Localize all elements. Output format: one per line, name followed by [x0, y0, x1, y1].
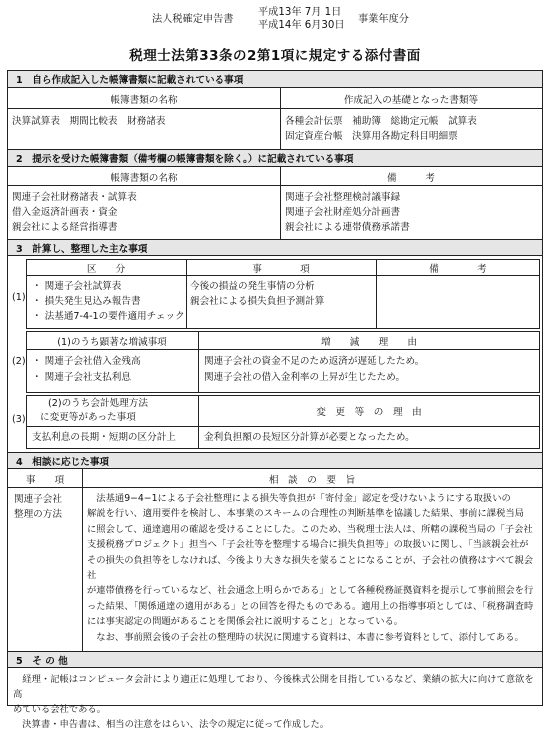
sec4-body-line-7: った結果、「関係通達の適用がある」との回答を得たものである。適用上の指導事項としては、「税務調査時 [87, 600, 534, 612]
form-header [0, 6, 550, 36]
sec3-jiko-line-1: 今後の損益の発生事情の分析 [190, 281, 315, 292]
sec3-kubun-line-2: ・ 損失発生見込み報告書 [32, 296, 141, 307]
section-3-heading: 3 計算し、整理した主な事項 [8, 239, 542, 256]
header-period [258, 6, 345, 32]
sec4-body-line-2: 解説を行い、適用要件を検討し、本事業のスキームの合理性の判断基準を協議した結果、事前に課税当局 [87, 508, 524, 520]
header-fiscal-label: 事業年度分 [358, 14, 409, 25]
sec3-row2-a-line-1: ・ 関連子会社借入金残高 [32, 356, 141, 367]
sec4-body-line-4: 支援税務プロジェクト」担当へ「子会社等を整理する場合に損失負担等」の取扱いに関し、「当該親会社が [87, 539, 529, 551]
divider [8, 185, 542, 186]
sec3-row2-label: (2) [12, 356, 26, 367]
sec2-right-line-1: 関連子会社整理検討議事録 [285, 192, 401, 203]
divider [8, 108, 542, 109]
sec4-body-line-1: 法基通9−4−1による子会社整理による損失等負担が「寄付金」認定を受けないようにする取扱いの [87, 493, 511, 504]
sec4-body [87, 491, 539, 645]
sec2-col-right-header: 備 考 [387, 173, 435, 184]
sec4-body-line-5: その損失の負担等をしなければ、今後より大きな損失を蒙ることになることが、子会社の債務はすべて親会社 [87, 554, 534, 582]
sec3-row2-col-b: 増 減 理 由 [321, 337, 417, 348]
divider [26, 349, 540, 350]
sec2-right-line-2: 関連子会社財産処分計画書 [285, 207, 401, 218]
divider [376, 259, 377, 329]
sec1-right-line-1: 各種会計伝票 補助簿 総勘定元帳 試算表 [285, 116, 477, 127]
sec5-body-line-3: 決算書・申告書は、相当の注意をはらい、法令の規定に従って作成した。 [13, 719, 330, 730]
section-2-heading: 2 提示を受けた帳簿書類（備考欄の帳簿書類を除く。）に記載されている事項 [8, 149, 542, 167]
sec3-row2-b-line-1: 関連子会社の資金不足のため返済が遅延したため。 [204, 356, 425, 367]
header-form-name: 法人税確定申告書 [152, 14, 234, 25]
sec3-kubun-line-1: ・ 関連子会社試算表 [32, 281, 122, 292]
form-frame [7, 70, 543, 730]
divider [198, 331, 199, 393]
divider [198, 395, 199, 449]
sec3-row2-b-line-2: 関連子会社の借入金利率の上昇が生じたため。 [204, 372, 406, 383]
sec2-right-line-3: 親会社による連帯債務承諾書 [285, 222, 410, 233]
sec1-col-left-header: 帳簿書類の名称 [110, 95, 178, 106]
sec1-right-line-2: 固定資産台帳 決算用各勘定科目明細票 [285, 131, 458, 142]
sec2-col-left-header: 帳簿書類の名称 [110, 173, 178, 184]
sec1-col-right-header: 作成記入の基礎となった書類等 [343, 95, 479, 106]
sec3-row3-col-a-line-2: に変更等があった事項 [40, 412, 136, 423]
sec3-kubun-line-3: ・ 法基通7-4-1の要件適用チェック [32, 311, 185, 322]
header-date-to: 平成14年 6月30日 [258, 20, 345, 31]
sec4-item-line-2: 整理の方法 [14, 509, 62, 520]
sec3-jiko-line-2: 親会社による損失負担予測計算 [190, 296, 325, 307]
sec5-body-line-2: めている会社である。 [13, 704, 106, 715]
section-5-heading: 5 そ の 他 [8, 651, 542, 668]
sec3-row2-a-line-2: ・ 関連子会社支払利息 [32, 372, 131, 383]
divider [26, 275, 540, 276]
sec4-body-line-8: には事実認定の問題があることを関係会社に説明すること」となっている。 [87, 616, 404, 628]
sec4-body-line-3: に照会して、通達適用の確認を受けることにした。このため、当税理士法人は、所轄の課税当局の「子会社 [87, 523, 533, 535]
header-date-from: 平成13年 7月 1日 [258, 7, 342, 18]
sec3-row3-a-value: 支払利息の長期・短期の区分計上 [32, 432, 176, 443]
sec5-body-line-1: 経理・記帳はコンピュータ会計により適正に処理しており、今後株式公開を目指しているなど、業績の拡大に向けて意欲を高 [13, 674, 534, 700]
sec1-left-line-1: 決算試算表 期間比較表 財務諸表 [12, 116, 166, 127]
sec4-body-line-6: が連帯債務を行っているなど、社会通念上明らかである」として各種税務証拠資料を提示して事前照会を行 [87, 585, 534, 597]
sec3-col-kubun: 区 分 [86, 264, 126, 275]
section-1-heading: 1 自ら作成記入した帳簿書類に記載されている事項 [8, 71, 542, 88]
section-4-heading: 4 相談に応じた事項 [8, 452, 542, 469]
sec3-row3-b-value: 金利負担額の長短区分計算が必要となったため。 [204, 432, 415, 443]
divider [280, 167, 281, 239]
document-title: 税理士法第33条の2第1項に規定する添付書面 [129, 48, 421, 64]
sec3-row3-label: (3) [12, 414, 26, 425]
divider [186, 259, 187, 329]
sec4-col-right-header: 相 談 の 要 旨 [268, 475, 356, 486]
divider [280, 88, 281, 149]
sec3-row2-col-a: (1)のうち顕著な増減事項 [57, 337, 167, 348]
divider [8, 487, 542, 488]
sec3-col-jiko: 事 項 [252, 264, 310, 275]
divider [26, 426, 540, 427]
divider [82, 469, 83, 651]
sec3-col-biko: 備 考 [429, 264, 487, 275]
sec3-row3-col-a-line-1: (2)のうち会計処理方法 [48, 398, 148, 409]
sec2-left-line-3: 親会社による経営指導書 [12, 222, 118, 233]
sec2-left-line-1: 関連子会社財務諸表・試算表 [12, 192, 137, 203]
sec4-col-left-header: 事 項 [25, 475, 65, 486]
sec2-left-line-2: 借入金返済計画表・資金 [12, 207, 118, 218]
sec4-item-line-1: 関連子会社 [14, 494, 62, 505]
sec4-body-line-9: なお、事前照会後の子会社の整理時の状況に関連する資料は、本書に参考資料として、添付してある。 [87, 631, 524, 643]
sec5-body [13, 672, 539, 732]
sec3-row1-label: (1) [12, 292, 26, 303]
sec3-row3-col-b: 変 更 等 の 理 由 [316, 407, 422, 418]
